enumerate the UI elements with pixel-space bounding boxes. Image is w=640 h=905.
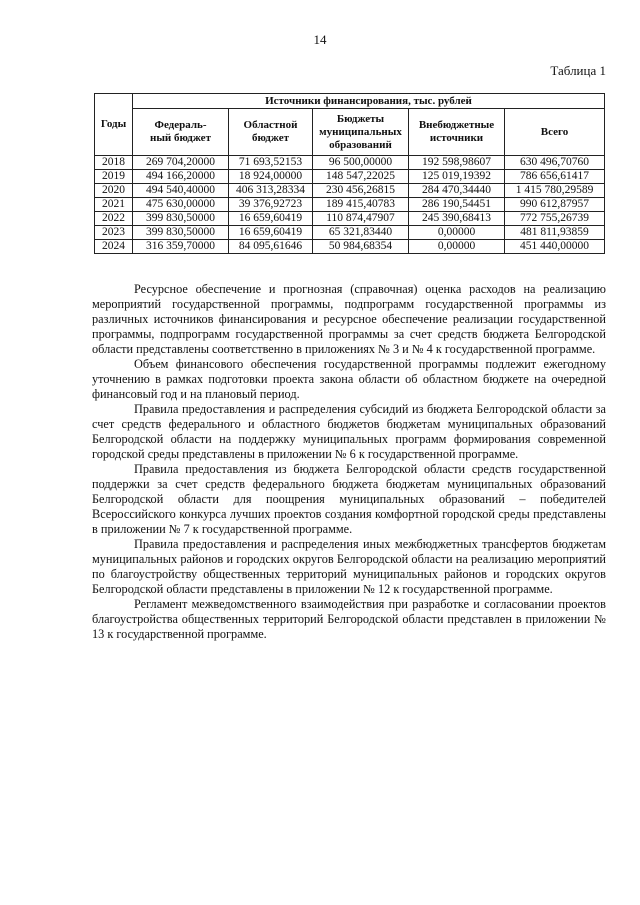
- value-cell: 399 830,50000: [133, 226, 229, 240]
- value-cell: 494 540,40000: [133, 184, 229, 198]
- value-cell: 481 811,93859: [505, 226, 605, 240]
- year-cell: 2018: [95, 156, 133, 170]
- value-cell: 990 612,87957: [505, 198, 605, 212]
- value-cell: 125 019,19392: [409, 170, 505, 184]
- table-row: [95, 226, 605, 240]
- paragraph: Объем финансового обеспечения государственной программы подлежит ежегодному уточнению в рамках подготовки проекта закона области об областном бюджете на очередной финансовый год и на плановый период.: [92, 357, 606, 401]
- table-row: [95, 212, 605, 226]
- year-cell: 2024: [95, 240, 133, 254]
- column-header: Бюджеты муниципальных образований: [313, 109, 409, 156]
- table-caption: Таблица 1: [550, 63, 606, 78]
- value-cell: 399 830,50000: [133, 212, 229, 226]
- paragraph: Правила предоставления и распределения субсидий из бюджета Белгородской области за счет средств федерального и областного бюджетов бюджетам муниципальных образований Белгородской области на поддержку муниципальных программ формирования современной городской среды представлены в приложении № 6 к государственной программе.: [92, 402, 606, 461]
- column-header: Областной бюджет: [229, 109, 313, 156]
- year-cell: 2020: [95, 184, 133, 198]
- value-cell: 0,00000: [409, 226, 505, 240]
- value-cell: 284 470,34440: [409, 184, 505, 198]
- table-row: [95, 184, 605, 198]
- year-cell: 2023: [95, 226, 133, 240]
- page-number: 14: [313, 32, 327, 47]
- value-cell: 286 190,54451: [409, 198, 505, 212]
- value-cell: 406 313,28334: [229, 184, 313, 198]
- value-cell: 630 496,70760: [505, 156, 605, 170]
- year-cell: 2022: [95, 212, 133, 226]
- value-cell: 71 693,52153: [229, 156, 313, 170]
- value-cell: 269 704,20000: [133, 156, 229, 170]
- table-group-header: Источники финансирования, тыс. рублей: [133, 94, 605, 109]
- value-cell: 65 321,83440: [313, 226, 409, 240]
- column-header: Всего: [505, 109, 605, 156]
- value-cell: 110 874,47907: [313, 212, 409, 226]
- value-cell: 451 440,00000: [505, 240, 605, 254]
- value-cell: 96 500,00000: [313, 156, 409, 170]
- column-header: Федераль- ный бюджет: [133, 109, 229, 156]
- table-row: [95, 170, 605, 184]
- value-cell: 786 656,61417: [505, 170, 605, 184]
- value-cell: 475 630,00000: [133, 198, 229, 212]
- value-cell: 84 095,61646: [229, 240, 313, 254]
- year-cell: 2021: [95, 198, 133, 212]
- column-header-years: Годы: [95, 94, 133, 156]
- paragraph: Ресурсное обеспечение и прогнозная (справочная) оценка расходов на реализацию мероприятий государственной программы, подпрограмм государственной программы из различных источников финансирования и ресурсное обеспечение реализации государственной программы, подпрограмм государственной программы за счет средств бюджета Белгородской области представлены соответственно в приложениях № 3 и № 4 к государственной программе.: [92, 282, 606, 356]
- table-row: [95, 156, 605, 170]
- value-cell: 494 166,20000: [133, 170, 229, 184]
- table-row: [95, 198, 605, 212]
- paragraph: Правила предоставления и распределения иных межбюджетных трансфертов бюджетам муниципальных районов и городских округов Белгородской области на реализацию мероприятий по благоустройству общественных территорий муниципальных районов и городских округов Белгородской области представлены в приложении № 12 к государственной программе.: [92, 537, 606, 596]
- value-cell: 1 415 780,29589: [505, 184, 605, 198]
- value-cell: 189 415,40783: [313, 198, 409, 212]
- paragraph: Регламент межведомственного взаимодействия при разработке и согласовании проектов благоустройства общественных территорий Белгородской области представлен в приложении № 13 к государственной программе.: [92, 597, 606, 641]
- value-cell: 50 984,68354: [313, 240, 409, 254]
- value-cell: 192 598,98607: [409, 156, 505, 170]
- body-text: [92, 282, 606, 642]
- value-cell: 245 390,68413: [409, 212, 505, 226]
- value-cell: 16 659,60419: [229, 212, 313, 226]
- value-cell: 18 924,00000: [229, 170, 313, 184]
- column-header: Внебюджетные источники: [409, 109, 505, 156]
- value-cell: 148 547,22025: [313, 170, 409, 184]
- value-cell: 316 359,70000: [133, 240, 229, 254]
- paragraph: Правила предоставления из бюджета Белгородской области средств государственной поддержки за счет средств федерального бюджета бюджетам муниципальных образований Белгородской области для поощрения муниципальных образований – победителей Всероссийского конкурса лучших проектов создания комфортной городской среды представлены в приложении № 7 к государственной программе.: [92, 462, 606, 536]
- year-cell: 2019: [95, 170, 133, 184]
- value-cell: 16 659,60419: [229, 226, 313, 240]
- value-cell: 39 376,92723: [229, 198, 313, 212]
- value-cell: 0,00000: [409, 240, 505, 254]
- value-cell: 772 755,26739: [505, 212, 605, 226]
- value-cell: 230 456,26815: [313, 184, 409, 198]
- table-row: [95, 240, 605, 254]
- financing-table: [94, 93, 605, 254]
